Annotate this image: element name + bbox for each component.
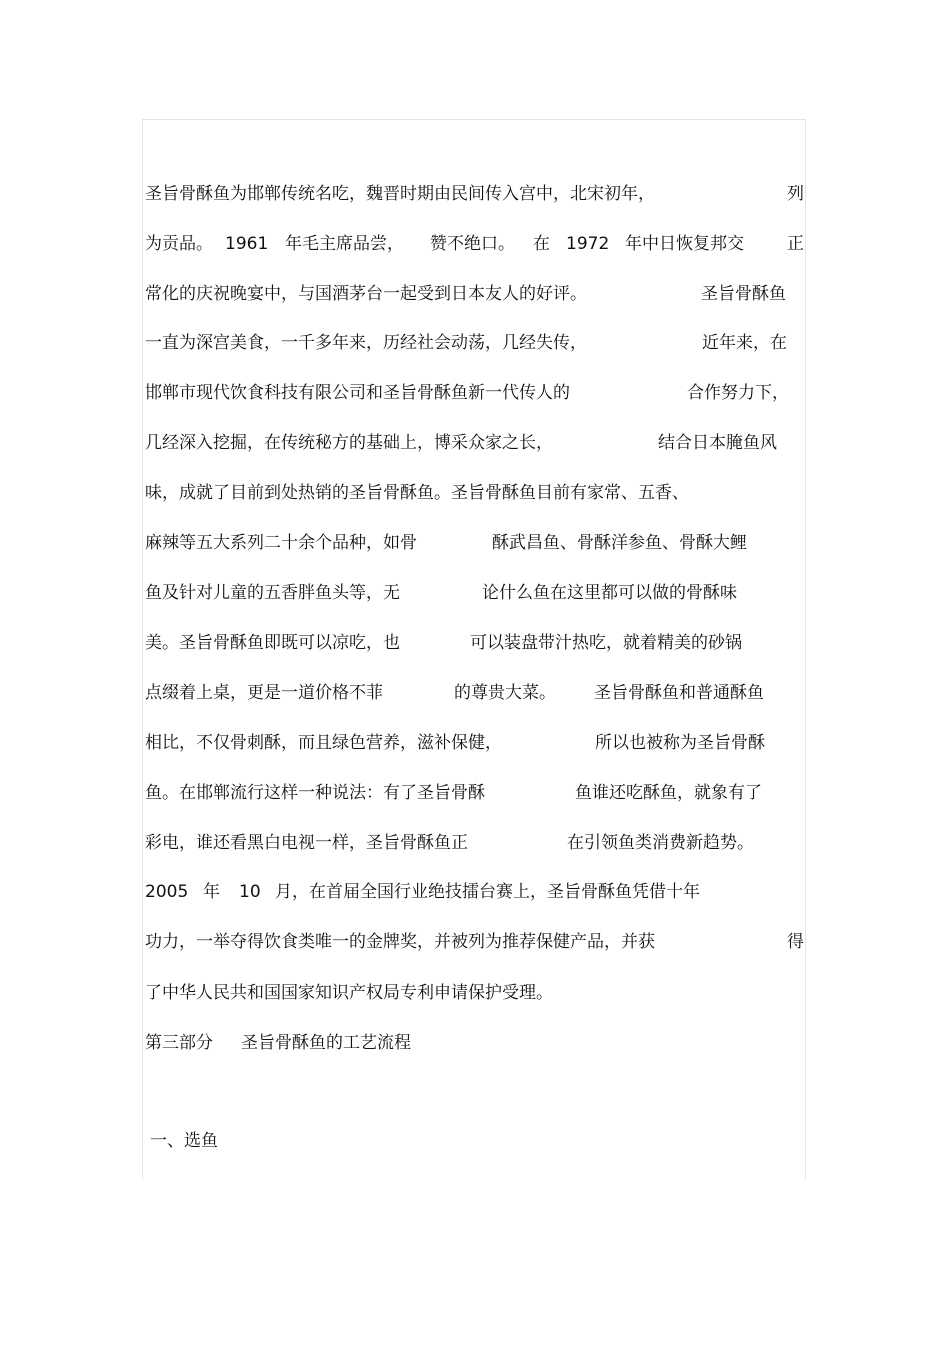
text-line	[145, 381, 805, 405]
text-line	[145, 880, 805, 904]
text-segment: 论什么鱼在这里都可以做的骨酥味	[482, 583, 737, 603]
text-segment: 鱼谁还吃酥鱼，就象有了	[575, 783, 762, 803]
text-segment: 邯郸市现代饮食科技有限公司和圣旨骨酥鱼新一代传人的	[145, 383, 570, 403]
text-segment: 点缀着上桌，更是一道价格不菲	[145, 683, 383, 703]
text-line	[145, 431, 805, 455]
text-segment: 得	[787, 932, 804, 952]
text-segment: 可以装盘带汁热吃，就着精美的砂锅	[470, 633, 742, 653]
subheading	[150, 1129, 810, 1153]
text-segment: 麻辣等五大系列二十余个品种，如骨	[145, 533, 417, 553]
text-segment: 了中华人民共和国国家知识产权局专利申请保护受理。	[145, 983, 553, 1003]
text-segment: 味，成就了目前到处热销的圣旨骨酥鱼。圣旨骨酥鱼目前有家常、五香、	[145, 483, 689, 503]
text-segment: 年毛主席品尝，	[285, 234, 404, 254]
text-segment: 列	[787, 184, 804, 204]
text-segment: 正	[787, 234, 804, 254]
text-segment: 年	[203, 882, 220, 902]
text-segment: 合作努力下，	[687, 383, 789, 403]
text-segment: 功力，一举夺得饮食类唯一的金牌奖，并被列为推荐保健产品，并获	[145, 932, 655, 952]
text-segment: 的尊贵大菜。	[454, 683, 556, 703]
text-segment: 几经深入挖掘，在传统秘方的基础上，博采众家之长，	[145, 433, 553, 453]
text-line	[145, 681, 805, 705]
text-segment: 年中日恢复邦交	[625, 234, 744, 254]
text-segment: 彩电，谁还看黑白电视一样，圣旨骨酥鱼正	[145, 833, 468, 853]
text-line	[145, 481, 805, 505]
text-line	[145, 531, 805, 555]
text-segment: 在	[533, 234, 550, 254]
text-line	[145, 981, 805, 1005]
text-line	[145, 331, 805, 355]
text-segment: 鱼。在邯郸流行这样一种说法：有了圣旨骨酥	[145, 783, 485, 803]
text-segment: 圣旨骨酥鱼	[701, 284, 786, 304]
text-segment: 圣旨骨酥鱼和普通酥鱼	[594, 683, 764, 703]
text-line	[145, 631, 805, 655]
section-number: 第三部分	[145, 1033, 213, 1053]
text-segment: 一直为深宫美食，一千多年来，历经社会动荡，几经失传，	[145, 333, 587, 353]
text-segment: 酥武昌鱼、骨酥洋参鱼、骨酥大鲤	[492, 533, 747, 553]
text-line	[145, 232, 805, 256]
text-segment: 美。圣旨骨酥鱼即既可以凉吃，也	[145, 633, 400, 653]
text-segment: 1972	[566, 234, 610, 254]
text-segment: 圣旨骨酥鱼为邯郸传统名吃，魏晋时期由民间传入宫中，北宋初年，	[145, 184, 655, 204]
text-segment: 月，在首届全国行业绝技擂台赛上，圣旨骨酥鱼凭借十年	[275, 882, 700, 902]
text-segment: 所以也被称为圣旨骨酥	[595, 733, 765, 753]
text-line	[145, 781, 805, 805]
text-line	[145, 731, 805, 755]
text-segment: 2005	[145, 882, 189, 902]
text-line	[145, 581, 805, 605]
text-segment: 相比，不仅骨刺酥，而且绿色营养，滋补保健，	[145, 733, 502, 753]
text-segment: 为贡品。	[145, 234, 213, 254]
text-segment: 1961	[225, 234, 269, 254]
text-line	[145, 282, 805, 306]
text-segment: 10	[239, 882, 261, 902]
text-segment: 赞不绝口。	[430, 234, 515, 254]
section-title: 圣旨骨酥鱼的工艺流程	[241, 1033, 411, 1053]
subheading-text: 一、选鱼	[150, 1131, 218, 1151]
text-segment: 近年来，在	[702, 333, 787, 353]
text-segment: 结合日本腌鱼风	[658, 433, 777, 453]
text-segment: 鱼及针对儿童的五香胖鱼头等，无	[145, 583, 400, 603]
text-line	[145, 182, 805, 206]
text-line	[145, 930, 805, 954]
section-heading	[145, 1031, 805, 1055]
text-segment: 在引领鱼类消费新趋势。	[567, 833, 754, 853]
text-line	[145, 831, 805, 855]
text-segment: 常化的庆祝晚宴中，与国酒茅台一起受到日本友人的好评。	[145, 284, 587, 304]
